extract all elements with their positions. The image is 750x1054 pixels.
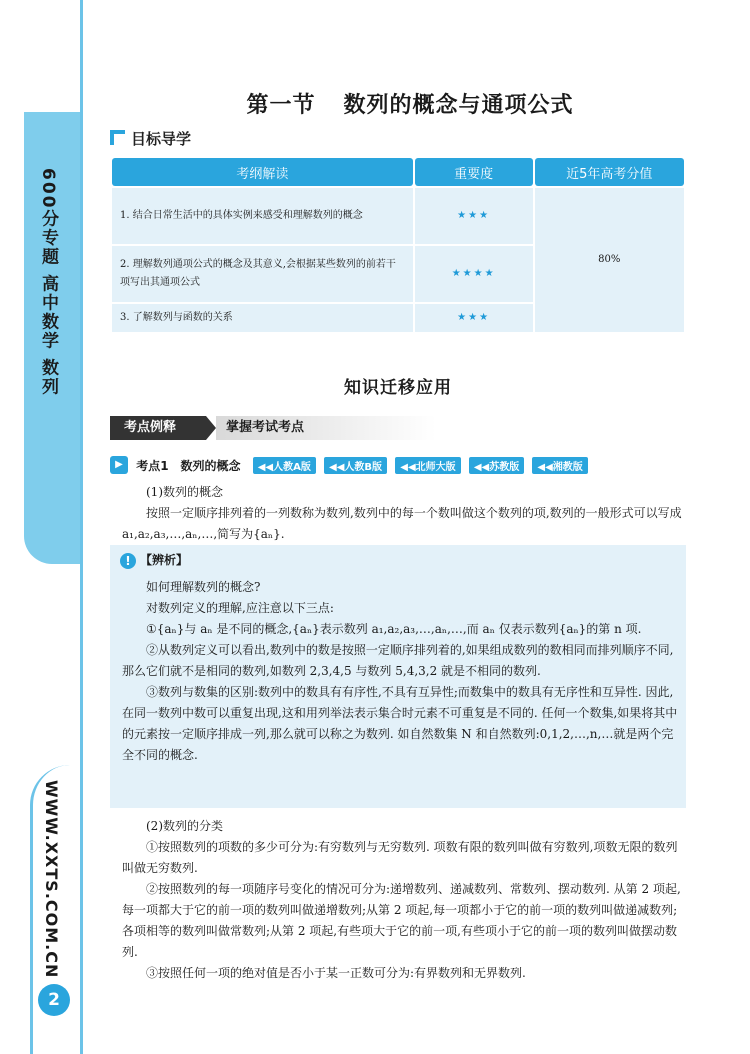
column-header: 近5年高考分值 xyxy=(535,158,685,186)
analysis-question: 如何理解数列的概念? xyxy=(146,580,261,594)
exam-point-label: 考点1 数列的概念 xyxy=(136,458,241,473)
section2-paragraph: ③按照任何一项的绝对值是否小于某一正数可分为:有界数列和无界数列. xyxy=(146,966,526,980)
importance-stars: ★★★ xyxy=(415,304,533,332)
textbook-tag: ◀◀人教A版 xyxy=(253,457,316,474)
banner-arrow-icon xyxy=(206,416,216,440)
analysis-heading-text: 【辨析】 xyxy=(140,553,189,567)
page-title xyxy=(110,88,710,119)
exam-score: 80% xyxy=(535,188,685,332)
sidebar-url: WWW.XXTS.COM.CN xyxy=(42,780,61,979)
goal-text: 3. 了解数列与函数的关系 xyxy=(112,304,413,332)
section1 xyxy=(122,482,688,545)
section2-heading: (2)数列的分类 xyxy=(146,819,223,833)
goals-heading-text: 目标导学 xyxy=(131,130,192,148)
analysis-paragraph: ①{aₙ}与 aₙ 是不同的概念,{aₙ}表示数列 a₁,a₂,a₃,…,aₙ,…,而 aₙ 仅表示数列{aₙ}的第 n 项. xyxy=(146,622,642,636)
page-number: 2 xyxy=(38,984,70,1016)
section1-heading: (1)数列的概念 xyxy=(146,485,223,499)
section2-paragraph: ②按照数列的每一项随序号变化的情况可分为:递增数列、递减数列、常数列、摆动数列. 从第 2 项起,每一项都大于它的前一项的数列叫做递增数列;从第 2 项起,每一项都小于它的前一项的数列叫做递减数列;各项相等的数列叫做常数列;从第 2 项起,有些项大于它的前一项,有些项小于它的前一项的数列叫做摆动数列. xyxy=(122,882,681,959)
goal-text: 2. 理解数列通项公式的概念及其意义,会根据某些数列的前若干项写出其通项公式 xyxy=(112,246,413,302)
textbook-tag: ◀◀人教B版 xyxy=(324,457,387,474)
textbook-tag: ◀◀苏教版 xyxy=(469,457,524,474)
analysis-heading xyxy=(120,551,188,569)
analysis-paragraph: ②从数列定义可以看出,数列中的数是按照一定顺序排列着的,如果组成数列的数相同而排列顺序不同,那么它们就不是相同的数列,如数列 2,3,4,5 与数列 5,4,3,2 就是不相同的数列. xyxy=(122,643,674,678)
exam-point-row xyxy=(110,456,588,476)
section2-paragraph: ①按照数列的项数的多少可分为:有穷数列与无穷数列. 项数有限的数列叫做有穷数列,项数无限的数列叫做无穷数列. xyxy=(122,840,678,875)
goals-heading xyxy=(110,128,191,149)
importance-stars: ★★★★ xyxy=(415,246,533,302)
textbook-tag: ◀◀北师大版 xyxy=(395,457,460,474)
banner-subtitle: 掌握考试考点 xyxy=(216,416,436,440)
section-number: 第一节 xyxy=(246,93,316,118)
section1-text: 按照一定顺序排列着的一列数称为数列,数列中的每一个数叫做这个数列的项,数列的一般形式可以写成 a₁,a₂,a₃,…,aₙ,…,简写为{aₙ}. xyxy=(122,506,682,541)
section2 xyxy=(122,816,688,984)
goal-text: 1. 结合日常生活中的具体实例来感受和理解数列的概念 xyxy=(112,188,413,244)
analysis-body xyxy=(122,577,678,766)
goals-table-header xyxy=(112,158,684,186)
sidebar xyxy=(0,0,82,1054)
goals-table xyxy=(110,156,686,334)
exclamation-icon: ! xyxy=(120,553,136,569)
knowledge-title: 知识迁移应用 xyxy=(344,378,452,398)
banner-label: 考点例释 xyxy=(110,416,206,440)
corner-mark-icon xyxy=(110,130,125,145)
column-header: 重要度 xyxy=(415,158,533,186)
analysis-paragraph: 对数列定义的理解,应注意以下三点: xyxy=(146,601,334,615)
analysis-paragraph: ③数列与数集的区别:数列中的数具有有序性,不具有互异性;而数集中的数具有无序性和互异性. 因此,在同一数列中数可以重复出现,这和用列举法表示集合时元素不可重复是不同的. 任何一个数集,如果将其中的元素按一定顺序排成一列,那么就可以称之为数列. 如自然数集 N 和自然数列:0,1,2,…,n,…就是两个完全不同的概念. xyxy=(122,685,678,762)
table-row xyxy=(112,188,684,244)
exam-point-banner xyxy=(110,416,686,440)
importance-stars: ★★★ xyxy=(415,188,533,244)
textbook-tag: ◀◀湘教版 xyxy=(532,457,587,474)
column-header: 考纲解读 xyxy=(112,158,413,186)
analysis-box xyxy=(110,545,686,808)
play-icon: ▶ xyxy=(110,456,128,474)
sidebar-book-title: 600分专题 高中数学 数列 xyxy=(38,168,58,397)
section-title: 数列的概念与通项公式 xyxy=(343,93,574,118)
